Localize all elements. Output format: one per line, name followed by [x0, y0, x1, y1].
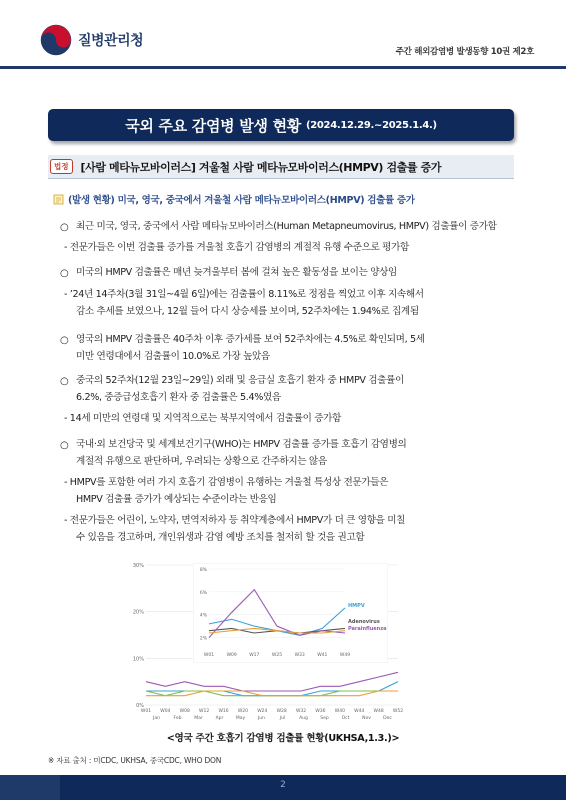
legend-label: Parainfluenza — [348, 626, 387, 632]
inset-y-tick-label: 6% — [199, 590, 207, 596]
x-tick-label: W48 — [373, 709, 384, 714]
publication-title: 주간 해외감염병 발생동향 10권 제2호 — [395, 47, 534, 57]
bullet-circle: ○ — [60, 376, 69, 387]
x-tick-label: W32 — [295, 709, 307, 714]
month-label: Oct — [341, 716, 350, 721]
x-tick-label: W04 — [160, 709, 171, 714]
inset-x-tick-label: W41 — [317, 653, 328, 658]
legend-label: Adenovirus — [348, 619, 380, 625]
month-label: Apr — [215, 716, 224, 721]
paragraph-line: 영국의 HMPV 검출률은 40주차 이후 증가세를 보여 52주차에는 4.5%로 확인되며, 5세 — [76, 334, 425, 345]
data-source: ※ 자료 출처 : 미CDC, UKHSA, 중국CDC, WHO DON — [48, 756, 222, 765]
month-label: Jun — [257, 716, 266, 721]
paragraph-line: 국내·외 보건당국 및 세계보건기구(WHO)는 HMPV 검출률 증가를 호흡기 감염병의 — [76, 439, 407, 450]
paragraph-line: 최근 미국, 영국, 중국에서 사람 메타뉴모바이러스(Human Metapneumovirus, HMPV) 검출률이 증가함 — [76, 221, 497, 232]
subheading — [53, 192, 415, 206]
inset-y-tick-label: 8% — [199, 568, 207, 573]
paragraph-line: 미국의 HMPV 검출률은 매년 늦겨울부터 봄에 걸쳐 높은 활동성을 보이는 양상임 — [76, 267, 397, 278]
paragraph-dash-line: 감소 추세를 보였으나, 12월 들어 다시 상승세를 보이며, 52주차에는 1.94%로 집계됨 — [76, 306, 419, 317]
y-tick-label: 10% — [132, 656, 144, 663]
bullet-circle: ○ — [60, 440, 69, 451]
paragraph-line: 중국의 52주차(12월 23일~29일) 외래 및 응급실 호흡기 환자 중 HMPV 검출률이 — [76, 375, 404, 386]
paragraph-dash-line: - 전문가들은 이번 검출률 증가를 겨울철 호흡기 감염병의 계절적 유행 수준으로 평가함 — [64, 242, 409, 253]
x-tick-label: W52 — [392, 709, 404, 714]
legend-label: HMPV — [348, 602, 365, 609]
subheading-text: (발생 현황) 미국, 영국, 중국에서 겨울철 사람 메타뉴모바이러스(HMPV) 검출률 증가 — [68, 195, 415, 206]
x-tick-label: W01 — [140, 709, 152, 714]
y-tick-label: 20% — [132, 609, 144, 616]
section-title: [사람 메타뉴모바이러스] 겨울철 사람 메타뉴모바이러스(HMPV) 검출률 증가 — [80, 160, 442, 174]
page-title: 국외 주요 감염병 발생 현황 — [125, 116, 301, 135]
paragraph-dash-line: HMPV 검출률 증가가 예상되는 수준이라는 반응임 — [76, 494, 277, 505]
inset-y-tick-label: 2% — [199, 636, 207, 642]
paragraph-line: 미만 연령대에서 검출률이 10.0%로 가장 높았음 — [76, 351, 270, 362]
inset-x-tick-label: W01 — [203, 653, 215, 658]
paragraph-dash-line: - 전문가들은 어린이, 노약자, 면역저하자 등 취약계층에서 HMPV가 더 큰 영향을 미칠 — [64, 515, 406, 526]
paragraph-dash-line: - HMPV를 포함한 여러 가지 호흡기 감염병이 유행하는 겨울철 특성상 전문가들은 — [64, 477, 389, 488]
org-name: 질병관리청 — [78, 33, 144, 49]
month-label: Feb — [173, 716, 182, 721]
x-tick-label: W36 — [315, 709, 326, 714]
figure-caption: <영국 주간 호흡기 감염병 검출률 현황(UKHSA,1.3.)> — [166, 733, 400, 744]
section-header — [48, 155, 514, 179]
org-logo — [40, 24, 143, 56]
bullet-circle: ○ — [60, 268, 69, 279]
month-label: Aug — [299, 716, 308, 721]
bullet-circle: ○ — [60, 335, 69, 346]
ukhsa-inset-chart — [193, 563, 388, 663]
month-label: Nov — [362, 716, 371, 721]
x-tick-label: W24 — [257, 709, 268, 714]
inset-x-tick-label: W25 — [271, 653, 283, 658]
legal-badge: 법정 — [50, 159, 73, 174]
x-tick-label: W08 — [179, 709, 190, 714]
inset-background — [193, 563, 388, 663]
x-tick-label: W44 — [354, 709, 365, 714]
page-title-banner — [48, 109, 514, 141]
x-tick-label: W16 — [218, 709, 229, 714]
page-number: 2 — [280, 780, 286, 790]
memo-icon — [53, 194, 64, 205]
y-tick-label: 30% — [132, 563, 144, 569]
paragraph-line: 계절적 유행으로 판단하며, 우려되는 상황으로 간주하지는 않음 — [76, 456, 327, 467]
inset-x-tick-label: W49 — [339, 653, 351, 658]
paragraph-line: 6.2%, 중증급성호흡기 환자 중 검출률은 5.4%였음 — [76, 392, 281, 403]
inset-y-tick-label: 4% — [199, 613, 207, 619]
month-label: Jan — [153, 716, 160, 721]
x-tick-label: W28 — [276, 709, 287, 714]
month-label: Sep — [320, 716, 329, 721]
bullet-circle: ○ — [60, 222, 69, 233]
month-label: May — [235, 716, 246, 721]
inset-x-tick-label: W33 — [294, 653, 305, 658]
paragraph-dash-line: 수 있음을 경고하며, 개인위생과 감염 예방 조치를 철저히 할 것을 권고함 — [76, 532, 365, 543]
page-date-range: (2024.12.29.~2025.1.4.) — [305, 119, 437, 131]
inset-x-tick-label: W09 — [226, 653, 237, 658]
header-divider — [0, 66, 566, 69]
paragraph-dash-line: - 14세 미만의 연령대 및 지역적으로는 북부지역에서 검출률이 증가함 — [64, 413, 341, 424]
month-label: Mar — [194, 716, 203, 721]
month-label: Dec — [383, 716, 392, 721]
inset-x-tick-label: W17 — [249, 653, 260, 658]
month-label: Jul — [279, 716, 286, 721]
x-tick-label: W12 — [199, 709, 210, 714]
x-tick-label: W20 — [237, 709, 249, 714]
y-tick-label: 0% — [136, 703, 144, 709]
paragraph-dash-line: - ’24년 14주차(3월 31일~4월 6일)에는 검출률이 8.11%로 정점을 찍었고 이후 지속해서 — [64, 289, 424, 300]
x-tick-label: W40 — [334, 709, 345, 714]
taegeuk-logo-icon — [40, 24, 72, 56]
